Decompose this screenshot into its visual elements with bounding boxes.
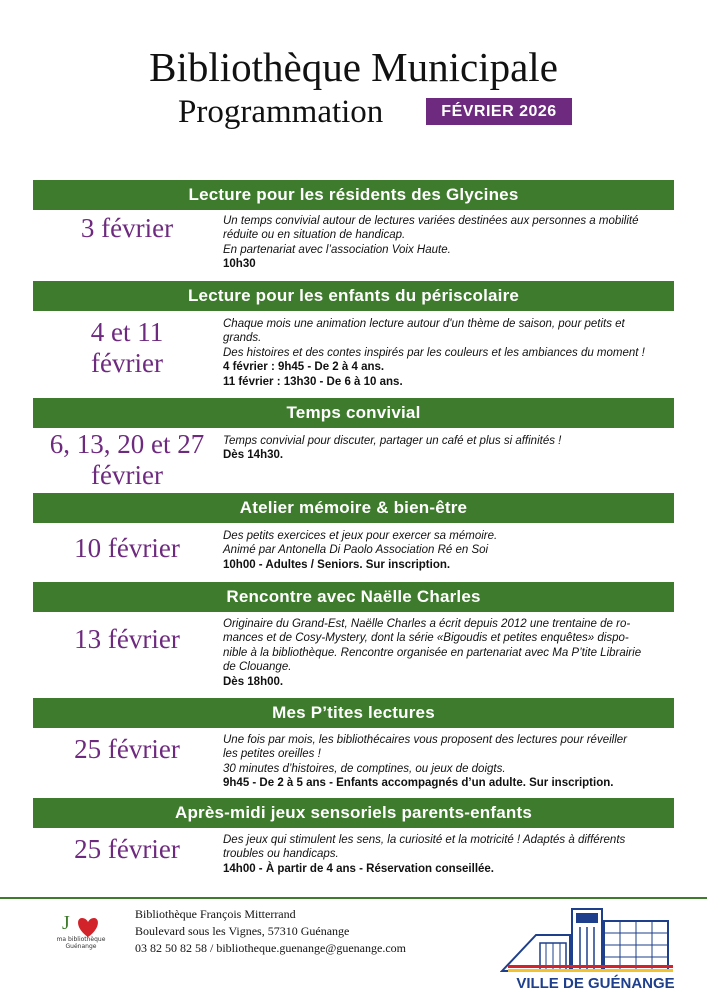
- event-text-line: troubles ou handicaps.: [223, 848, 339, 861]
- event-title: Lecture pour les enfants du périscolaire: [33, 281, 674, 311]
- town-hall-icon: [500, 903, 685, 975]
- event-text-line: Temps convivial pour discuter, partager un café et plus si affinités !: [223, 435, 562, 447]
- town-name: VILLE DE GUÉNANGE: [516, 975, 675, 992]
- event-date-line: 6, 13, 20 et 27: [49, 429, 205, 459]
- event-text-line: Des jeux qui stimulent les sens, la curiosité et la motricité ! Adaptés à différents: [223, 834, 626, 846]
- svg-text:J: J: [62, 912, 70, 934]
- event-description: [223, 733, 673, 791]
- event-atelier-memoire: [33, 493, 674, 583]
- event-date-line: 4 et 11: [90, 317, 164, 347]
- event-text-line: Des petits exercices et jeux pour exercer sa mémoire.: [223, 530, 498, 542]
- event-text-line: Chaque mois une animation lecture autour d'un thème de saison, pour petits et: [223, 318, 625, 330]
- event-text-line: Originaire du Grand-Est, Naëlle Charles a écrit depuis 2012 une trentaine de ro-: [223, 618, 631, 630]
- event-date-line: 25 février: [74, 734, 180, 764]
- event-schedule: Dès 18h00.: [223, 675, 284, 688]
- event-date: [33, 624, 221, 655]
- event-rencontre-naelle-charles: [33, 582, 674, 698]
- event-text-line: les petites oreilles !: [223, 748, 321, 761]
- event-schedule: 14h00 - À partir de 4 ans - Réservation conseillée.: [223, 862, 494, 875]
- event-date: [33, 734, 221, 765]
- event-date-line: février: [91, 348, 163, 378]
- event-date: [33, 213, 221, 244]
- event-date: [33, 834, 221, 865]
- event-description: [223, 833, 673, 876]
- event-title: Lecture pour les résidents des Glycines: [33, 180, 674, 210]
- event-date-line: 10 février: [74, 533, 180, 563]
- event-date-line: 13 février: [74, 624, 180, 654]
- event-schedule: 11 février : 13h30 - De 6 à 10 ans.: [223, 375, 403, 388]
- event-text-line: 30 minutes d’histoires, de comptines, ou jeux de doigts.: [223, 762, 506, 775]
- event-schedule: 10h00 - Adultes / Seniors. Sur inscription.: [223, 558, 451, 571]
- event-description: [223, 434, 673, 463]
- event-text-line: grands.: [223, 332, 262, 345]
- event-description: [223, 617, 673, 689]
- event-schedule: 9h45 - De 2 à 5 ans - Enfants accompagnés d’un adulte. Sur inscription.: [223, 777, 614, 790]
- library-name: Bibliothèque François Mitterrand: [135, 907, 296, 921]
- event-schedule: Dès 14h30.: [223, 449, 284, 462]
- library-contact: 03 82 50 82 58 / bibliotheque.guenange@guenange.com: [135, 941, 406, 955]
- event-description: [223, 214, 673, 272]
- event-date: [33, 533, 221, 564]
- event-date: [33, 317, 221, 379]
- library-logo-line: ma bibliothèque: [56, 936, 106, 943]
- event-date-line: 3 février: [80, 213, 174, 243]
- footer-divider: [0, 897, 707, 899]
- page-title: Bibliothèque Municipale: [149, 44, 558, 90]
- event-temps-convivial: [33, 398, 674, 493]
- event-mes-ptites-lectures: [33, 698, 674, 799]
- event-text-line: Une fois par mois, les bibliothécaires vous proposent des lectures pour réveiller: [223, 734, 627, 746]
- event-jeux-sensoriels: [33, 798, 674, 888]
- event-text-line: mances et de Cosy-Mystery, dont la série «Bigoudis et petites enquêtes» dispo-: [223, 632, 629, 645]
- event-text-line: Des histoires et des contes inspirés par les couleurs et les ambiances du moment !: [223, 346, 645, 359]
- event-date-line: février: [91, 460, 163, 490]
- library-logo: [56, 909, 106, 955]
- event-text-line: réduite ou en situation de handicap.: [223, 229, 406, 242]
- event-text-line: Animé par Antonella Di Paolo Association Ré en Soi: [223, 544, 489, 557]
- event-text-line: Un temps convivial autour de lectures variées destinées aux personnes a mobilité: [223, 215, 639, 227]
- event-title: Atelier mémoire & bien-être: [33, 493, 674, 523]
- event-lecture-glycines: [33, 180, 674, 276]
- event-text-line: de Clouange.: [223, 661, 292, 674]
- library-logo-line: Guénange: [65, 943, 97, 950]
- page-subtitle: Programmation: [178, 94, 384, 130]
- event-schedule: 10h30: [223, 258, 256, 271]
- event-description: [223, 317, 673, 389]
- month-badge: FÉVRIER 2026: [426, 98, 572, 125]
- event-title: Rencontre avec Naëlle Charles: [33, 582, 674, 612]
- event-title: Mes P’tites lectures: [33, 698, 674, 728]
- event-schedule: 4 février : 9h45 - De 2 à 4 ans.: [223, 361, 385, 374]
- event-date-line: 25 février: [74, 834, 180, 864]
- library-address-block: [135, 906, 406, 957]
- event-title: Temps convivial: [33, 398, 674, 428]
- library-address: Boulevard sous les Vignes, 57310 Guénange: [135, 924, 350, 938]
- library-logo-text: [56, 936, 106, 950]
- event-text-line: En partenariat avec l’association Voix Haute.: [223, 243, 451, 256]
- event-date: [33, 429, 221, 491]
- event-title: Après-midi jeux sensoriels parents-enfants: [33, 798, 674, 828]
- event-lecture-periscolaire: [33, 281, 674, 397]
- event-text-line: nible à la bibliothèque. Rencontre organisée en partenariat avec Ma P’tite Librairie: [223, 646, 642, 659]
- event-description: [223, 529, 673, 572]
